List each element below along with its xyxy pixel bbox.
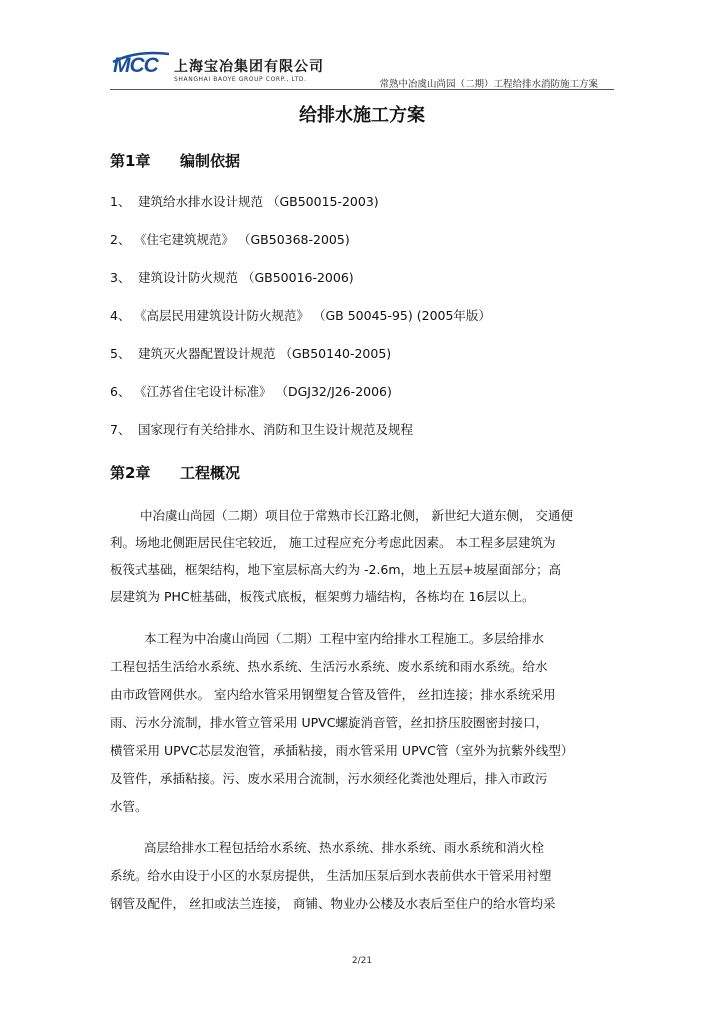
text-line: 钢管及配件， 丝扣或法兰连接， 商铺、物业办公楼及水表后至住户的给水管均采 <box>110 896 556 911</box>
text-line: 及管件，承插粘接。污、废水采用合流制，污水须经化粪池处理后，排入市政污 <box>110 771 548 786</box>
list-item: 7、 国家现行有关给排水、消防和卫生设计规范及规程 <box>110 422 413 437</box>
chapter-1-title: 编制依据 <box>180 152 241 170</box>
header-divider <box>110 89 614 90</box>
chapter-2-title: 工程概况 <box>180 464 241 482</box>
text-line: 工程包括生活给水系统、热水系统、生活污水系统、废水系统和雨水系统。给水 <box>110 659 548 674</box>
text-line: 层建筑为 PHC桩基础，板筏式底板，框架剪力墙结构，各栋均在 16层以上。 <box>110 589 535 604</box>
list-item: 1、 建筑给水排水设计规范 （GB50015-2003) <box>110 194 379 209</box>
company-name-cn: 上海宝冶集团有限公司 <box>174 59 324 75</box>
chapter-2-heading <box>110 462 240 483</box>
text-line: 本工程为中冶虞山尚园（二期）工程中室内给排水工程施工。多层给排水 <box>144 631 545 646</box>
text-line: 雨、污水分流制，排水管立管采用 UPVC螺旋消音管，丝扣挤压胶圈密封接口， <box>110 715 548 730</box>
text-line: 横管采用 UPVC芯层发泡管，承插粘接，雨水管采用 UPVC管（室外为抗紫外线型） <box>110 743 574 758</box>
page-number: 2/21 <box>351 956 373 966</box>
list-item: 2、 《住宅建筑规范》 （GB50368-2005) <box>110 232 350 247</box>
document-title: 给排水施工方案 <box>299 105 425 126</box>
chapter-1-heading <box>110 150 240 171</box>
text-line: 中冶虞山尚园（二期）项目位于常熟市长江路北侧， 新世纪大道东侧， 交通便 <box>140 508 573 523</box>
text-line: 水管。 <box>110 799 148 814</box>
text-line: 系统。给水由设于小区的水泵房提供， 生活加压泵后到水表前供水干管采用衬塑 <box>110 868 552 883</box>
logo-mcc-text: MCC <box>113 54 158 77</box>
company-logo <box>113 46 353 86</box>
list-item: 6、 《江苏省住宅设计标准》 （DGJ32/J26-2006) <box>110 384 392 399</box>
text-line: 由市政管网供水。 室内给水管采用钢塑复合管及管件， 丝扣连接；排水系统采用 <box>110 687 556 702</box>
chapter-1-number: 第1章 <box>110 152 151 170</box>
text-line: 板筏式基础，框架结构，地下室层标高大约为 -2.6m，地上五层+坡屋面部分；高 <box>110 562 562 577</box>
text-line: 高层给排水工程包括给水系统、热水系统、排水系统、雨水系统和消火栓 <box>144 840 545 855</box>
list-item: 3、 建筑设计防火规范 （GB50016-2006) <box>110 270 354 285</box>
list-item: 4、 《高层民用建筑设计防火规范》 （GB 50045-95) (2005年版） <box>110 308 491 323</box>
header-project-name: 常熟中冶虞山尚园（二期）工程给排水消防施工方案 <box>379 79 598 90</box>
company-name-en: SHANGHAI BAOYE GROUP CORP., LTD. <box>174 76 307 83</box>
text-line: 利。场地北侧距居民住宅较近， 施工过程应充分考虑此因素。 本工程多层建筑为 <box>110 535 556 550</box>
list-item: 5、 建筑灭火器配置设计规范 （GB50140-2005) <box>110 346 392 361</box>
chapter-2-number: 第2章 <box>110 464 151 482</box>
